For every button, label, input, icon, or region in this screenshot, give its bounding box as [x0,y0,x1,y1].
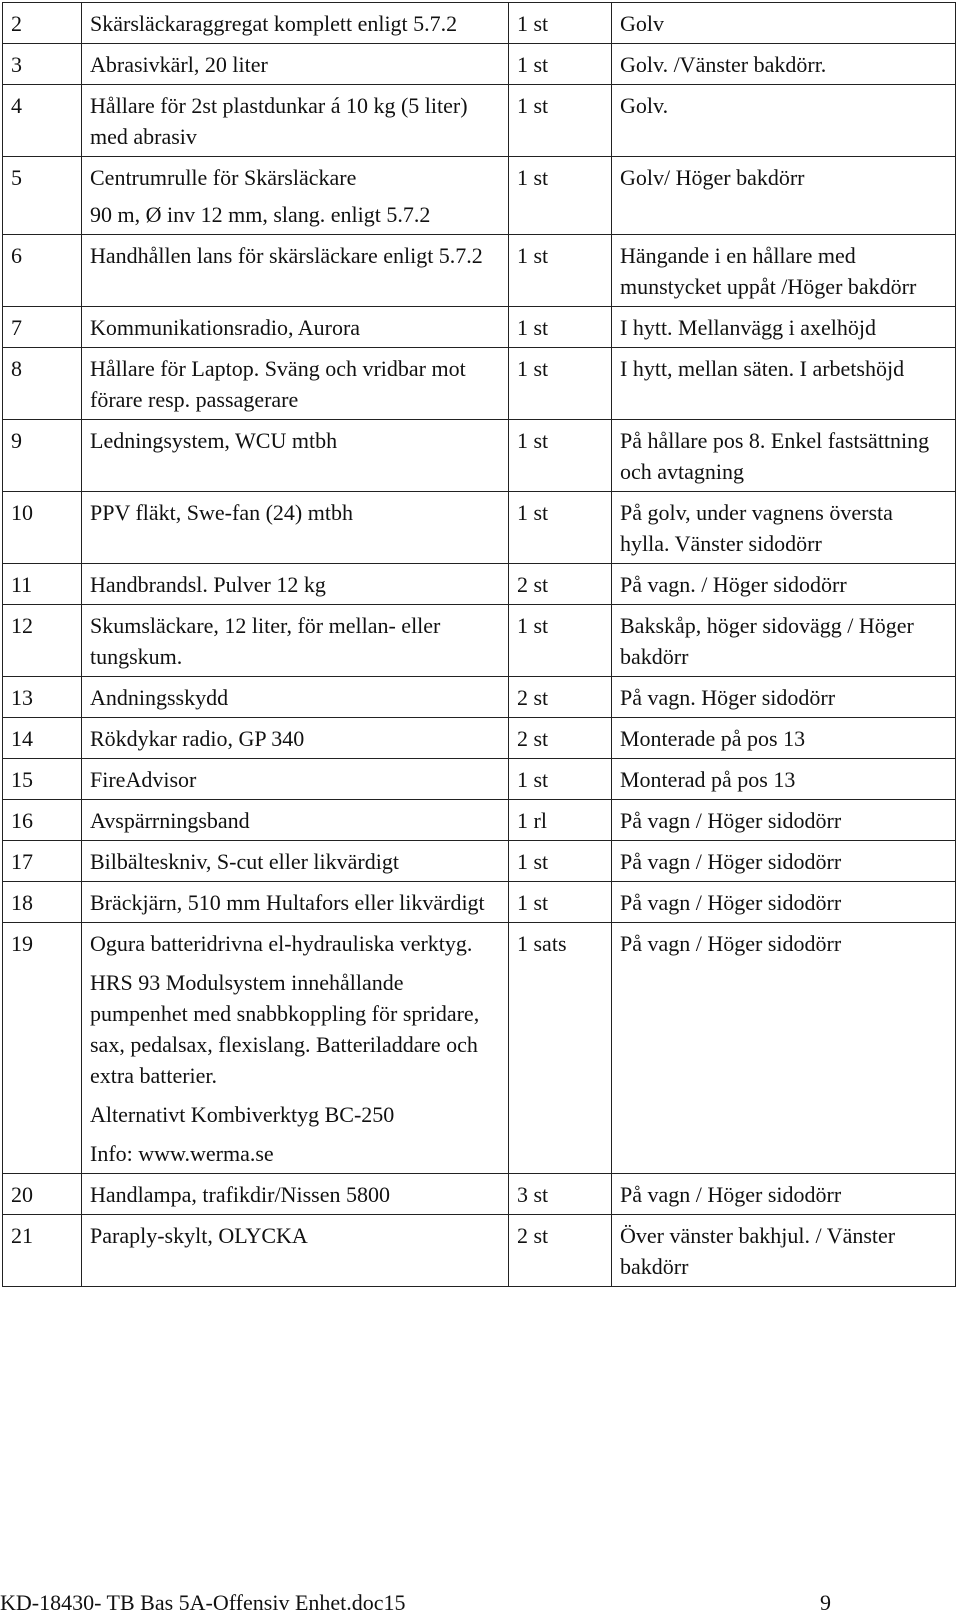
item-description [82,677,509,718]
item-quantity: 1 st [509,3,612,44]
item-number: 21 [3,1215,82,1287]
item-description [82,420,509,492]
item-number: 5 [3,157,82,235]
table-row [3,882,956,923]
description-paragraph: Bilbälteskniv, S-cut eller likvärdigt [90,849,399,874]
table-row [3,718,956,759]
description-paragraph: Andningsskydd [90,685,229,710]
table-row [3,1174,956,1215]
item-quantity: 2 st [509,677,612,718]
item-location [612,923,956,1174]
location-text: Över vänster bakhjul. / Vänster bakdörr [620,1223,896,1279]
table-row [3,800,956,841]
location-text: På golv, under vagnens översta hylla. Vänster sidodörr [620,500,893,556]
item-quantity: 1 st [509,841,612,882]
item-location [612,492,956,564]
location-text: På vagn. / Höger sidodörr [620,572,847,597]
item-location [612,44,956,85]
item-location [612,157,956,235]
item-description [82,718,509,759]
table-row [3,85,956,157]
description-paragraph: Ogura batteridrivna el-hydrauliska verktyg. [90,931,473,956]
location-text: I hytt. Mellanvägg i axelhöjd [620,315,876,340]
location-text: På vagn. Höger sidodörr [620,685,836,710]
description-paragraph: Rökdykar radio, GP 340 [90,726,305,751]
item-location [612,420,956,492]
document-id: KD-18430- TB Bas 5A-Offensiv Enhet.doc15 [0,1590,406,1615]
item-description [82,348,509,420]
item-location [612,1174,956,1215]
location-text: I hytt, mellan säten. I arbetshöjd [620,356,905,381]
table-row [3,841,956,882]
table-row [3,235,956,307]
item-quantity: 1 sats [509,923,612,1174]
item-location [612,800,956,841]
table-row [3,677,956,718]
location-text: Monterade på pos 13 [620,726,806,751]
equipment-table [2,2,956,1287]
location-text: På hållare pos 8. Enkel fastsättning och avtagning [620,428,930,484]
item-description [82,605,509,677]
location-text: Hängande i en hållare med munstycket uppåt /Höger bakdörr [620,243,917,299]
description-paragraph: Hållare för Laptop. Sväng och vridbar mot förare resp. passagerare [90,356,466,412]
table-row [3,1215,956,1287]
item-number: 14 [3,718,82,759]
item-number: 4 [3,85,82,157]
item-number: 17 [3,841,82,882]
description-paragraph: Avspärrningsband [90,808,250,833]
table-row [3,307,956,348]
item-quantity: 1 st [509,492,612,564]
item-location [612,677,956,718]
item-description [82,882,509,923]
item-number: 11 [3,564,82,605]
table-row [3,759,956,800]
description-paragraph: Handbrandsl. Pulver 12 kg [90,572,326,597]
item-number: 18 [3,882,82,923]
item-quantity: 2 st [509,718,612,759]
item-description [82,235,509,307]
table-row [3,564,956,605]
item-number: 3 [3,44,82,85]
table-row [3,3,956,44]
description-paragraph: Abrasivkärl, 20 liter [90,52,268,77]
item-description [82,85,509,157]
item-description [82,841,509,882]
table-row [3,348,956,420]
description-paragraph: Skärsläckaraggregat komplett enligt 5.7.2 [90,11,458,36]
location-text: På vagn / Höger sidodörr [620,849,842,874]
item-location [612,718,956,759]
description-paragraph: Bräckjärn, 510 mm Hultafors eller likvärdigt [90,890,485,915]
item-description [82,3,509,44]
location-text: Bakskåp, höger sidovägg / Höger bakdörr [620,613,914,669]
item-quantity: 1 st [509,235,612,307]
item-number: 9 [3,420,82,492]
item-quantity: 1 st [509,348,612,420]
item-quantity: 2 st [509,564,612,605]
equipment-table-body [3,3,956,1287]
description-paragraph: Hållare för 2st plastdunkar á 10 kg (5 liter) med abrasiv [90,93,468,149]
page-footer [0,1590,960,1624]
item-quantity: 1 rl [509,800,612,841]
description-paragraph: Alternativt Kombiverktyg BC-250 [90,1102,395,1127]
item-quantity: 2 st [509,1215,612,1287]
item-location [612,759,956,800]
item-number: 19 [3,923,82,1174]
description-paragraph: Handhållen lans för skärsläckare enligt 5.7.2 [90,243,483,268]
item-number: 15 [3,759,82,800]
item-quantity: 1 st [509,157,612,235]
item-description [82,564,509,605]
table-row [3,420,956,492]
item-description [82,157,509,235]
location-text: Golv/ Höger bakdörr [620,165,805,190]
item-number: 7 [3,307,82,348]
item-location [612,307,956,348]
table-row [3,923,956,1174]
item-quantity: 1 st [509,307,612,348]
description-paragraph: HRS 93 Modulsystem innehållande pumpenhet med snabbkoppling för spridare, sax, pedalsax, flexislang. Batteriladdare och extra batterier. [90,970,480,1088]
location-text: På vagn / Höger sidodörr [620,1182,842,1207]
item-number: 8 [3,348,82,420]
item-location [612,235,956,307]
page-number: 9 [820,1590,831,1615]
location-text: Golv [620,11,664,36]
table-row [3,44,956,85]
item-description [82,759,509,800]
item-description [82,307,509,348]
item-location [612,841,956,882]
item-quantity: 1 st [509,420,612,492]
description-paragraph: PPV fläkt, Swe-fan (24) mtbh [90,500,353,525]
item-number: 2 [3,3,82,44]
item-number: 13 [3,677,82,718]
item-description [82,1215,509,1287]
item-quantity: 1 st [509,85,612,157]
item-number: 10 [3,492,82,564]
item-location [612,882,956,923]
table-row [3,492,956,564]
item-description [82,1174,509,1215]
location-text: Golv. /Vänster bakdörr. [620,52,827,77]
location-text: På vagn / Höger sidodörr [620,890,842,915]
item-description [82,492,509,564]
description-paragraph: 90 m, Ø inv 12 mm, slang. enligt 5.7.2 [90,202,431,227]
item-description [82,44,509,85]
location-text: På vagn / Höger sidodörr [620,808,842,833]
item-description [82,800,509,841]
location-text: På vagn / Höger sidodörr [620,931,842,956]
item-number: 20 [3,1174,82,1215]
item-number: 16 [3,800,82,841]
location-text: Golv. [620,93,669,118]
item-description [82,923,509,1174]
table-row [3,605,956,677]
item-location [612,1215,956,1287]
description-paragraph: Kommunikationsradio, Aurora [90,315,361,340]
description-paragraph: Skumsläckare, 12 liter, för mellan- eller tungskum. [90,613,441,669]
item-location [612,3,956,44]
item-quantity: 1 st [509,759,612,800]
item-quantity: 1 st [509,44,612,85]
description-paragraph: Ledningsystem, WCU mtbh [90,428,338,453]
table-row [3,157,956,235]
item-quantity: 1 st [509,882,612,923]
description-paragraph: Info: www.werma.se [90,1141,274,1166]
item-location [612,605,956,677]
item-number: 12 [3,605,82,677]
item-quantity: 3 st [509,1174,612,1215]
description-paragraph: Paraply-skylt, OLYCKA [90,1223,308,1248]
description-paragraph: FireAdvisor [90,767,197,792]
item-number: 6 [3,235,82,307]
item-location [612,348,956,420]
description-paragraph: Centrumrulle för Skärsläckare [90,165,357,190]
item-location [612,85,956,157]
item-quantity: 1 st [509,605,612,677]
item-location [612,564,956,605]
description-paragraph: Handlampa, trafikdir/Nissen 5800 [90,1182,390,1207]
location-text: Monterad på pos 13 [620,767,796,792]
